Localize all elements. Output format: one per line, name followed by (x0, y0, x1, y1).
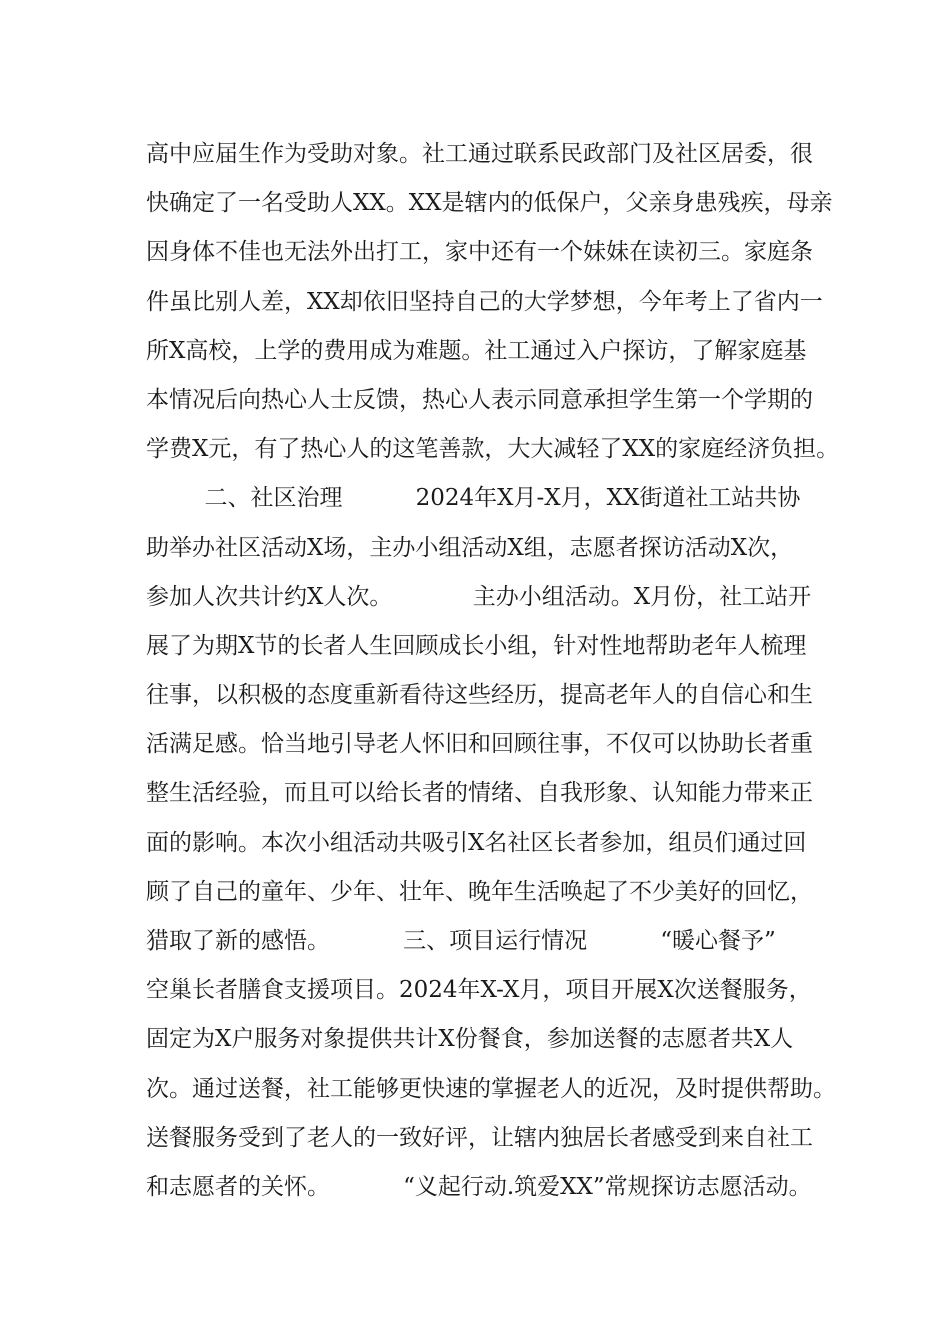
text-line: 所X高校，上学的费用成为难题。社工通过入户探访，了解家庭基 (146, 337, 807, 364)
text-line: 面的影响。本次小组活动共吸引X名社区长者参加，组员们通过回 (146, 829, 807, 856)
text-line: 往事，以积极的态度重新看待这些经历，提高老年人的自信心和生 (146, 682, 813, 709)
text-line: 助举办社区活动X场，主办小组活动X组，志愿者探访活动X次， (146, 534, 794, 561)
text-line: 猎取了新的感悟。 三、项目运行情况 “暖心餐予” (146, 928, 776, 954)
text-line: 和志愿者的关怀。 “义起行动.筑爱XX”常规探访志愿活动。 (146, 1173, 812, 1200)
text-line: 件虽比别人差，XX却依旧坚持自己的大学梦想，今年考上了省内一 (146, 288, 823, 315)
text-line: 二、社区治理 2024年X月-X月，XX街道社工站共协 (146, 485, 801, 512)
text-line: 展了为期X节的长者人生回顾成长小组，针对性地帮助老年人梳理 (146, 632, 807, 659)
text-line: 空巢长者膳食支援项目。2024年X-X月，项目开展X次送餐服务， (146, 977, 812, 1004)
text-line: 因身体不佳也无法外出打工，家中还有一个妹妹在读初三。家庭条 (146, 239, 813, 266)
text-line: 顾了自己的童年、少年、壮年、晚年生活唤起了不少美好的回忆， (146, 878, 813, 905)
text-line: 送餐服务受到了老人的一致好评，让辖内独居长者感受到来自社工 (146, 1124, 813, 1151)
text-line: 学费X元，有了热心人的这笔善款，大大减轻了XX的家庭经济负担。 (146, 436, 840, 463)
body-text (146, 130, 846, 1212)
text-line: 固定为X户服务对象提供共计X份餐食，参加送餐的志愿者共X人 (146, 1026, 794, 1053)
text-line: 参加人次共计约X人次。 主办小组活动。X月份，社工站开 (146, 583, 812, 610)
text-line: 本情况后向热心人士反馈，热心人表示同意承担学生第一个学期的 (146, 386, 813, 413)
text-line: 快确定了一名受助人XX。XX是辖内的低保户，父亲身患残疾，母亲 (146, 190, 833, 217)
text-line: 次。通过送餐，社工能够更快速的掌握老人的近况，及时提供帮助。 (146, 1075, 836, 1102)
text-line: 整生活经验，而且可以给长者的情绪、自我形象、认知能力带来正 (146, 780, 813, 807)
text-line: 活满足感。恰当地引导老人怀旧和回顾往事，不仅可以协助长者重 (146, 731, 813, 758)
text-line: 高中应届生作为受助对象。社工通过联系民政部门及社区居委，很 (146, 141, 813, 167)
